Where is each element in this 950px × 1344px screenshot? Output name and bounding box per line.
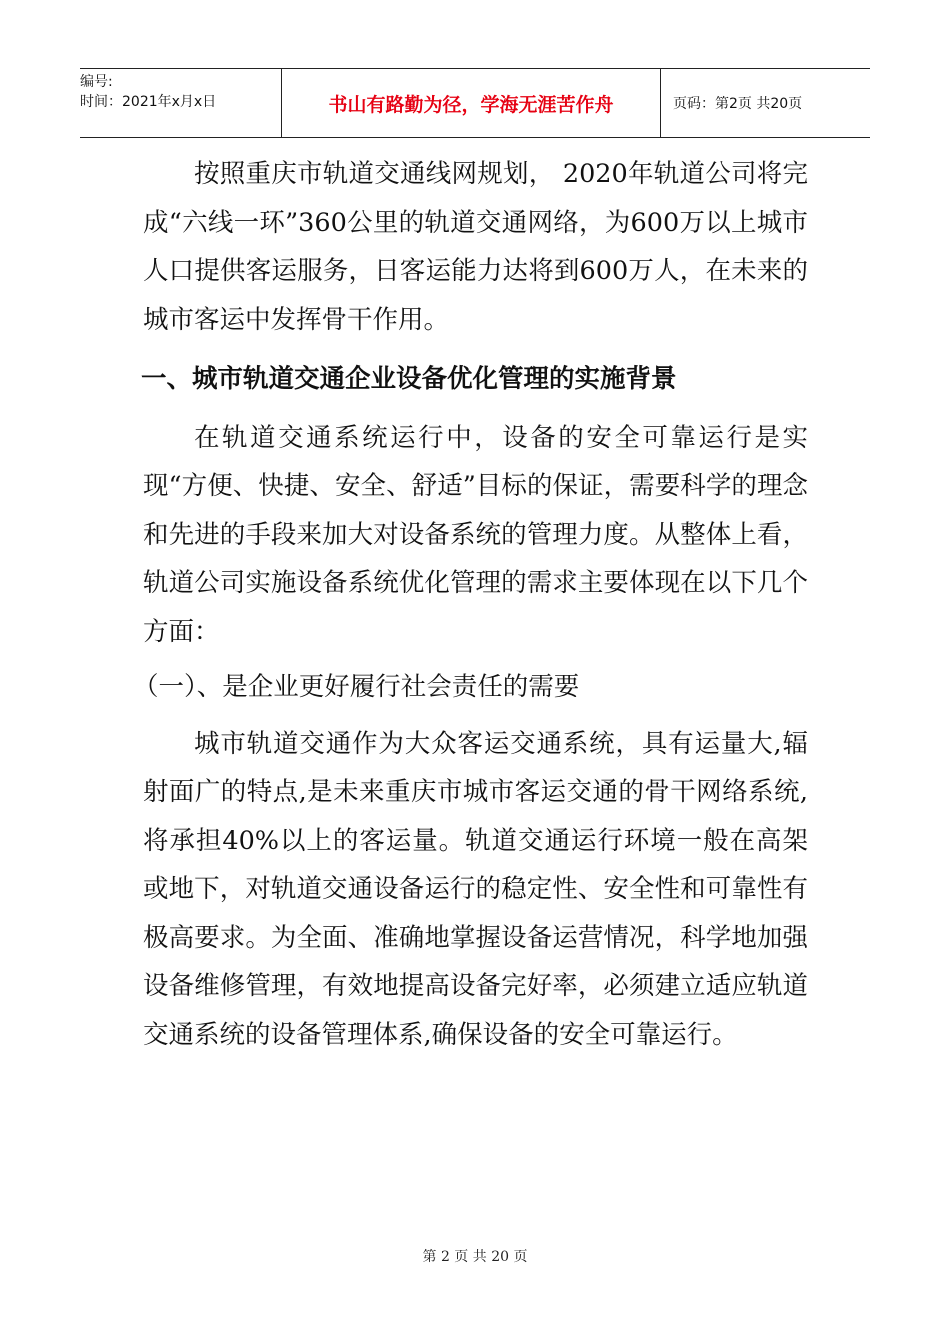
document-body [133,150,808,1059]
subsection-heading: （一）、是企业更好履行社会责任的需要 [133,672,580,702]
page-header [80,68,870,138]
document-date: 时间：2021年x月x日 [80,94,217,110]
header-motto: 书山有路勤为径，学海无涯苦作舟 [281,69,661,137]
section-paragraph: 在轨道交通系统运行中，设备的安全可靠运行是实现“方便、快捷、安全、舒适”目标的保证，需要科学的理念和先进的手段来加大对设备系统的管理力度。从整体上看，轨道公司实施设备系统优化管理的需求主要体现在以下几个方面： [143,422,808,647]
header-page-info: 页码：第2页 共20页 [673,96,803,112]
document-number-label: 编号: [80,74,113,90]
subsection-paragraph: 城市轨道交通作为大众客运交通系统，具有运量大,辐射面广的特点,是未来重庆市城市客运交通的骨干网络系统,将承担40%以上的客运量。轨道交通运行环境一般在高架或地下，对轨道交通设备运行的稳定性、安全性和可靠性有极高要求。为全面、准确地掌握设备运营情况，科学地加强设备维修管理，有效地提高设备完好率，必须建立适应轨道交通系统的设备管理体系,确保设备的安全可靠运行。 [143,728,808,1050]
page-footer: 第 2 页 共 20 页 [422,1249,528,1265]
header-meta [80,69,281,137]
section-heading: 一、城市轨道交通企业设备优化管理的实施背景 [141,364,677,394]
intro-paragraph: 按照重庆市轨道交通线网规划， 2020年轨道公司将完成“六线一环”360公里的轨道交通网络，为600万以上城市人口提供客运服务，日客运能力达将到600万人，在未来的城市客运中发挥骨干作用。 [143,159,808,335]
